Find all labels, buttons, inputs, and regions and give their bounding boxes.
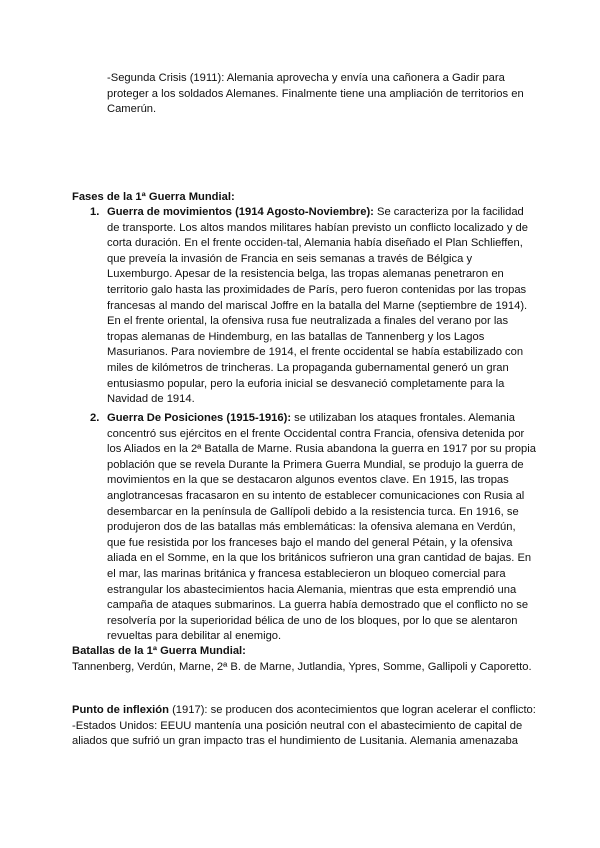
fase-item-number: 2. (90, 412, 100, 424)
punto-inflexion-section (72, 703, 537, 750)
fase-item-heading: Guerra de movimientos (1914 Agosto-Noviembre): (107, 206, 374, 218)
fase-item-body: Se caracteriza por la facilidad de transporte. Los altos mandos militares habían previsto un conflicto localizado y de corta duración. En el frente occiden-tal, Alemania había diseñado el Plan Schlieffen, que preveía la invasión de Francia en seis semanas a través de Bélgica y Luxemburgo. Apesar de la resistencia belga, las tropas alemanas penetraron en territorio galo hasta las proximidades de París, pero fueron contenidas por las tropas francesas al mando del mariscal Joffre en la batalla del Marne (septiembre de 1914). En el frente oriental, la ofensiva rusa fue neutralizada a finales del verano por las tropas alemanas de Hindemburg, en las batallas de Tannenberg y los Lagos Masurianos. Para noviembre de 1914, el frente occidental se había estabilizado con miles de kilómetros de trincheras. La propaganda gubernamental generó un gran entusiasmo popular, pero la euforia inicial se desvaneció completamente para la Navidad de 1914. (107, 206, 529, 406)
batallas-heading: Batallas de la 1ª Guerra Mundial: (72, 645, 246, 657)
segunda-crisis-paragraph: -Segunda Crisis (1911): Alemania aprovecha y envía una cañonera a Gadir para proteger a los soldados Alemanes. Finalmente tiene una ampliación de territorios en Camerún. (107, 72, 524, 116)
fase-item-posiciones (90, 411, 536, 645)
fase-item-heading: Guerra De Posiciones (1915-1916): (107, 412, 292, 424)
punto-inflexion-text: (1917): se producen dos acontecimientos que logran acelerar el conflicto: (168, 704, 536, 716)
batallas-list: Tannenberg, Verdún, Marne, 2ª B. de Marne, Jutlandia, Ypres, Somme, Gallipoli y Caporetto. (72, 660, 532, 673)
estados-unidos-paragraph: -Estados Unidos: EEUU mantenía una posición neutral con el abastecimiento de capital de aliados que sufrió un gran impacto tras el hundimiento de Lusitania. Alemania amenazaba (72, 719, 523, 748)
fase-item-number: 1. (90, 206, 100, 218)
punto-inflexion-heading: Punto de inflexión (72, 704, 169, 716)
fase-item-movimientos (90, 205, 536, 408)
fases-heading: Fases de la 1ª Guerra Mundial: (72, 191, 235, 203)
fase-item-text (107, 411, 536, 645)
fase-item-text (107, 205, 536, 408)
fase-item-body: se utilizaban los ataques frontales. Alemania concentró sus ejércitos en el frente Occidental contra Francia, ofensiva detenida por los Aliados en la 2ª Batalla de Marne. Rusia abandona la guerra en 1917 por su propia población que se revela Durante la Primera Guerra Mundial, se produjo la guerra de movimientos en la que se destacaron algunos eventos clave. En 1915, las tropas anglotrancesas fracasaron en su intento de establecer comunicaciones con Rusia al desembarcar en la península de Gallípoli debido a la resistencia turca. En 1916, se produjeron dos de las batallas más emblemáticas: la ofensiva alemana en Verdún, que fue resistida por los franceses bajo el mando del general Pétain, y la ofensiva aliada en el Somme, en la que los británicos sufrieron una gran cantidad de bajas. En el mar, las marinas británica y francesa establecieron un bloqueo comercial para estrangular los abastecimientos hacia Alemania, mientras que esta emprendió una campaña de ataques submarinos. La guerra había demostrado que el conflicto no se resolvería por la superioridad bélica de uno de los bloques, por lo que se alentaron revueltas para debilitar al enemigo. (107, 412, 536, 643)
batallas-section (72, 644, 532, 675)
